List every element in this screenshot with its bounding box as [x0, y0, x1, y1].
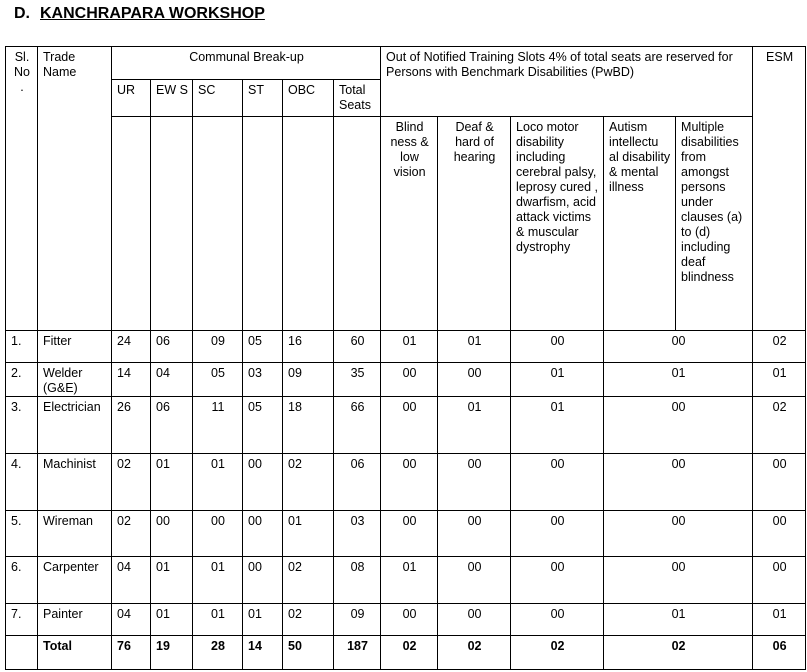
- cell-trade: Carpenter: [38, 557, 112, 604]
- cell-deaf: 00: [438, 557, 511, 604]
- empty-cell: [334, 117, 381, 331]
- cell-st: 05: [243, 331, 283, 363]
- cell-sl: 7.: [6, 604, 38, 636]
- empty-cell: [283, 117, 334, 331]
- cell-sc: 09: [193, 331, 243, 363]
- cell-blind: 00: [381, 604, 438, 636]
- header-pwbd: Out of Notified Training Slots 4% of total seats are reserved for Persons with Benchmark Disabilities (PwBD): [381, 47, 753, 117]
- cell-loco: 02: [511, 636, 604, 670]
- cell-obc: 16: [283, 331, 334, 363]
- cell-total: 06: [334, 454, 381, 511]
- cell-ur: 02: [112, 454, 151, 511]
- cell-autism-multiple: 01: [604, 604, 753, 636]
- cell-total: 187: [334, 636, 381, 670]
- cell-loco: 00: [511, 604, 604, 636]
- cell-ur: 02: [112, 511, 151, 557]
- cell-total: 66: [334, 397, 381, 454]
- header-sc: SC: [193, 80, 243, 117]
- cell-sl: 2.: [6, 363, 38, 397]
- cell-sc: 11: [193, 397, 243, 454]
- cell-loco: 01: [511, 363, 604, 397]
- cell-deaf: 01: [438, 331, 511, 363]
- table-row: [6, 397, 806, 454]
- cell-blind: 00: [381, 397, 438, 454]
- cell-trade: Painter: [38, 604, 112, 636]
- cell-obc: 02: [283, 454, 334, 511]
- cell-esm: 00: [753, 454, 806, 511]
- header-obc: OBC: [283, 80, 334, 117]
- header-ur: UR: [112, 80, 151, 117]
- table-row: [6, 363, 806, 397]
- cell-obc: 50: [283, 636, 334, 670]
- header-blindness: Blind ness & low vision: [381, 117, 438, 331]
- cell-sl: 5.: [6, 511, 38, 557]
- cell-ews: 06: [151, 397, 193, 454]
- table-row: [6, 604, 806, 636]
- cell-esm: 00: [753, 511, 806, 557]
- empty-cell: [151, 117, 193, 331]
- cell-esm: 01: [753, 604, 806, 636]
- cell-ews: 01: [151, 557, 193, 604]
- cell-deaf: 02: [438, 636, 511, 670]
- cell-st: 03: [243, 363, 283, 397]
- cell-total: 60: [334, 331, 381, 363]
- table-row: [6, 557, 806, 604]
- seat-allocation-table: [5, 46, 806, 670]
- cell-deaf: 01: [438, 397, 511, 454]
- table-row: [6, 331, 806, 363]
- cell-obc: 01: [283, 511, 334, 557]
- cell-sc: 01: [193, 604, 243, 636]
- header-trade-name: Trade Name: [38, 47, 112, 331]
- cell-esm: 06: [753, 636, 806, 670]
- cell-obc: 18: [283, 397, 334, 454]
- header-deaf: Deaf & hard of hearing: [438, 117, 511, 331]
- cell-autism-multiple: 00: [604, 511, 753, 557]
- cell-autism-multiple: 02: [604, 636, 753, 670]
- cell-blind: 01: [381, 557, 438, 604]
- empty-cell: [6, 636, 38, 670]
- cell-st: 00: [243, 511, 283, 557]
- cell-trade: Electrician: [38, 397, 112, 454]
- cell-blind: 02: [381, 636, 438, 670]
- header-total-seats: Total Seats: [334, 80, 381, 117]
- cell-blind: 01: [381, 331, 438, 363]
- cell-st: 05: [243, 397, 283, 454]
- section-title: [14, 5, 265, 23]
- cell-ews: 01: [151, 604, 193, 636]
- cell-sc: 00: [193, 511, 243, 557]
- section-name: KANCHRAPARA WORKSHOP: [40, 5, 265, 22]
- header-multiple: Multiple disabilities from amongst persons under clauses (a) to (d) including deaf blindness: [676, 117, 753, 331]
- cell-ur: 04: [112, 557, 151, 604]
- cell-deaf: 00: [438, 511, 511, 557]
- cell-deaf: 00: [438, 363, 511, 397]
- cell-blind: 00: [381, 511, 438, 557]
- cell-deaf: 00: [438, 604, 511, 636]
- header-esm: ESM: [753, 47, 806, 331]
- cell-obc: 02: [283, 604, 334, 636]
- header-ews: EW S: [151, 80, 193, 117]
- cell-esm: 02: [753, 397, 806, 454]
- cell-trade: Welder (G&E): [38, 363, 112, 397]
- cell-ur: 14: [112, 363, 151, 397]
- cell-st: 00: [243, 454, 283, 511]
- cell-label: Total: [38, 636, 112, 670]
- cell-st: 00: [243, 557, 283, 604]
- cell-sc: 01: [193, 454, 243, 511]
- cell-esm: 02: [753, 331, 806, 363]
- header-sl-no: Sl. No .: [6, 47, 38, 331]
- header-st: ST: [243, 80, 283, 117]
- cell-st: 01: [243, 604, 283, 636]
- cell-loco: 00: [511, 331, 604, 363]
- cell-autism-multiple: 00: [604, 454, 753, 511]
- cell-sc: 05: [193, 363, 243, 397]
- cell-autism-multiple: 00: [604, 397, 753, 454]
- cell-ews: 01: [151, 454, 193, 511]
- cell-sl: 1.: [6, 331, 38, 363]
- cell-loco: 00: [511, 454, 604, 511]
- cell-blind: 00: [381, 363, 438, 397]
- cell-trade: Fitter: [38, 331, 112, 363]
- header-locomotor: Loco motor disability including cerebral palsy, leprosy cured , dwarfism, acid attack victims & muscular dystrophy: [511, 117, 604, 331]
- cell-sc: 01: [193, 557, 243, 604]
- cell-ur: 76: [112, 636, 151, 670]
- cell-sl: 4.: [6, 454, 38, 511]
- cell-autism-multiple: 00: [604, 557, 753, 604]
- section-letter: D.: [14, 5, 30, 22]
- cell-autism-multiple: 01: [604, 363, 753, 397]
- cell-sl: 6.: [6, 557, 38, 604]
- cell-trade: Machinist: [38, 454, 112, 511]
- cell-ews: 06: [151, 331, 193, 363]
- header-communal: Communal Break-up: [112, 47, 381, 80]
- cell-ur: 26: [112, 397, 151, 454]
- cell-ur: 24: [112, 331, 151, 363]
- cell-obc: 02: [283, 557, 334, 604]
- empty-cell: [243, 117, 283, 331]
- cell-total: 35: [334, 363, 381, 397]
- cell-deaf: 00: [438, 454, 511, 511]
- cell-loco: 00: [511, 511, 604, 557]
- empty-cell: [193, 117, 243, 331]
- cell-obc: 09: [283, 363, 334, 397]
- total-row: [6, 636, 806, 670]
- cell-blind: 00: [381, 454, 438, 511]
- cell-st: 14: [243, 636, 283, 670]
- header-autism: Autism intellectu al disability & mental illness: [604, 117, 676, 331]
- cell-total: 08: [334, 557, 381, 604]
- cell-ur: 04: [112, 604, 151, 636]
- cell-sl: 3.: [6, 397, 38, 454]
- cell-autism-multiple: 00: [604, 331, 753, 363]
- cell-total: 09: [334, 604, 381, 636]
- cell-ews: 04: [151, 363, 193, 397]
- cell-loco: 00: [511, 557, 604, 604]
- cell-ews: 19: [151, 636, 193, 670]
- cell-ews: 00: [151, 511, 193, 557]
- empty-cell: [112, 117, 151, 331]
- cell-sc: 28: [193, 636, 243, 670]
- table-row: [6, 511, 806, 557]
- cell-esm: 00: [753, 557, 806, 604]
- cell-total: 03: [334, 511, 381, 557]
- cell-esm: 01: [753, 363, 806, 397]
- cell-loco: 01: [511, 397, 604, 454]
- table-row: [6, 454, 806, 511]
- cell-trade: Wireman: [38, 511, 112, 557]
